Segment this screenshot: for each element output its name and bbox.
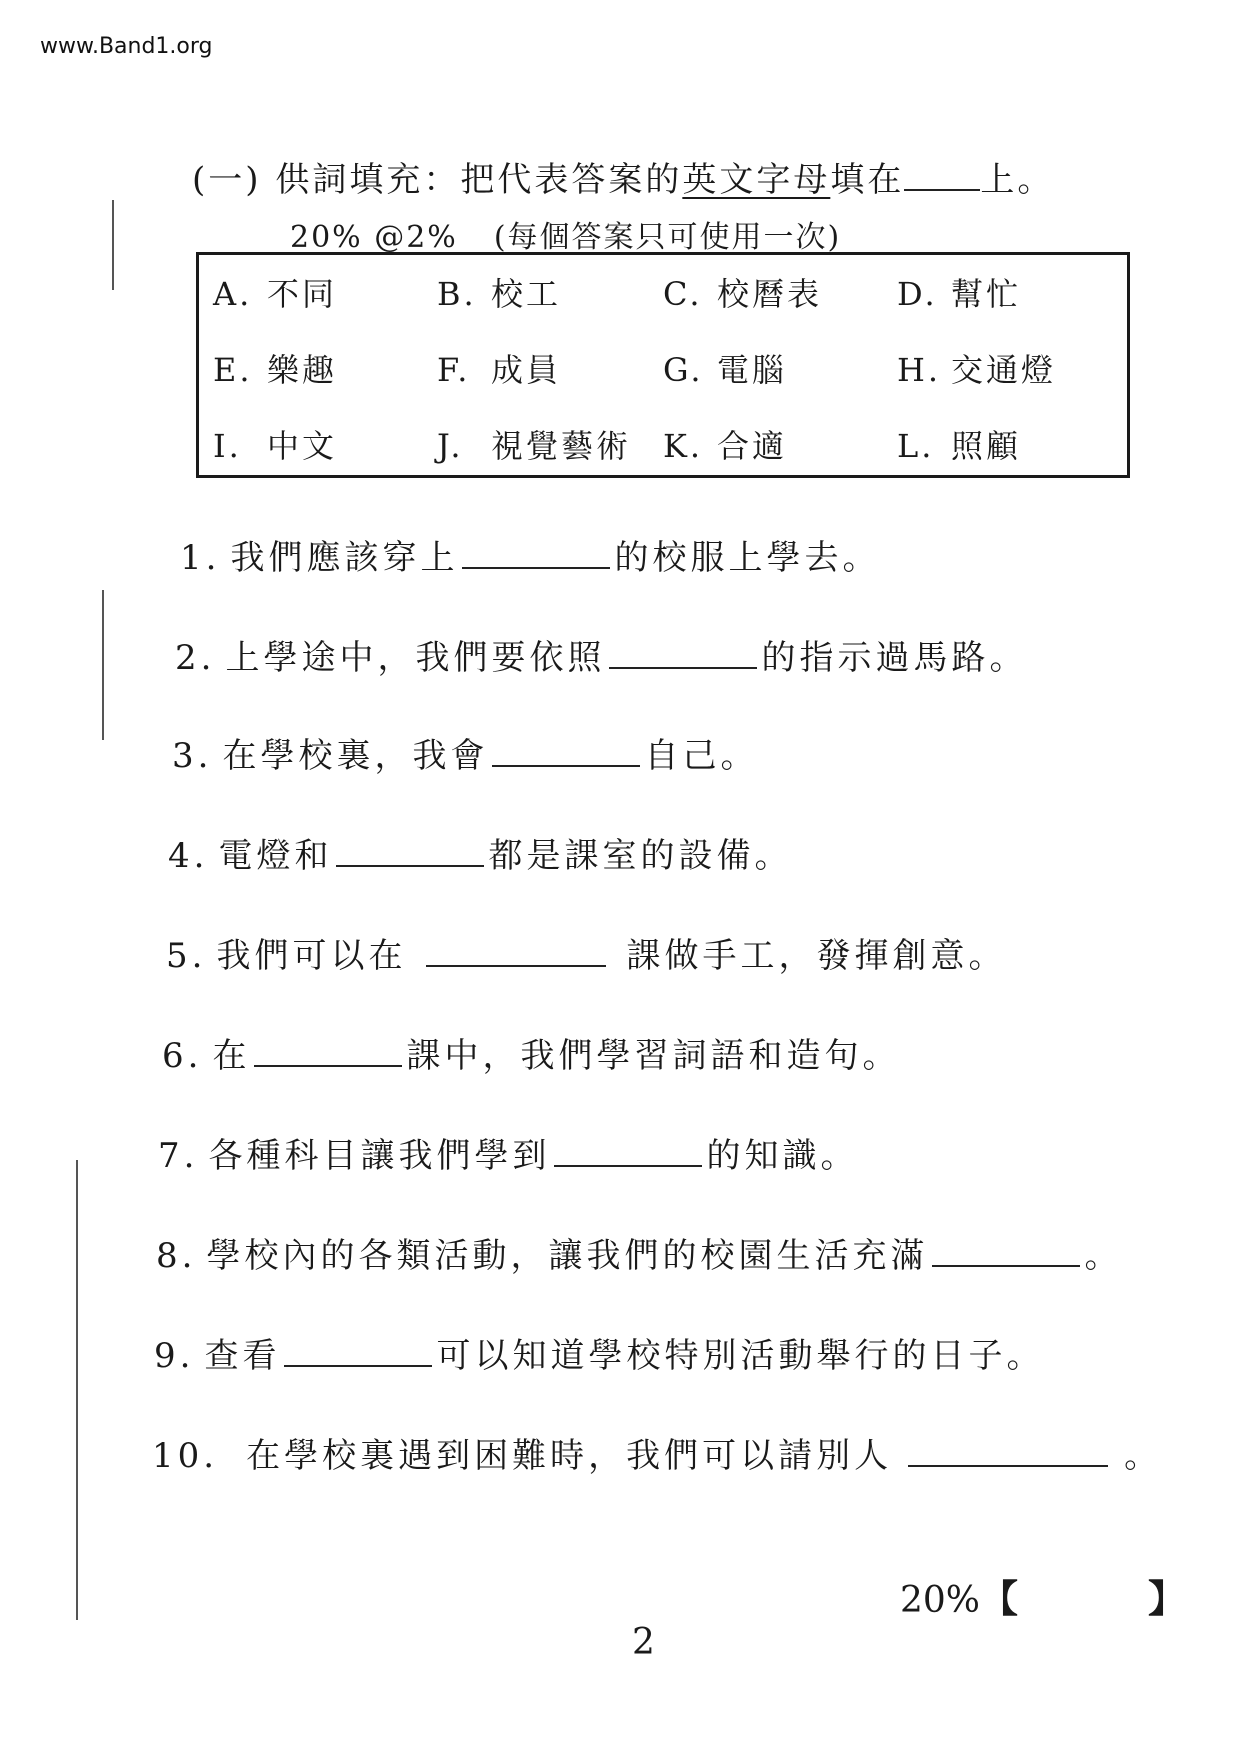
- answer-blank[interactable]: [492, 735, 640, 767]
- question-text-before: 在學校裏遇到困難時，我們可以請別人: [246, 1436, 893, 1476]
- option-k: [663, 421, 787, 467]
- question-2: [175, 630, 1027, 679]
- question-text-after: 課中，我們學習詞語和造句。: [406, 1036, 901, 1076]
- question-text-after: 自己。: [644, 736, 759, 776]
- option-word: 合適: [717, 427, 788, 465]
- option-g: [663, 345, 787, 391]
- option-word: 不同: [267, 275, 338, 313]
- answer-blank[interactable]: [554, 1135, 702, 1167]
- option-word: 照顧: [951, 427, 1022, 465]
- option-letter: D.: [897, 275, 938, 313]
- section-note: (每個答案只可使用一次): [493, 220, 842, 255]
- option-j: [437, 421, 631, 467]
- option-word: 校工: [491, 275, 562, 313]
- option-word: 幫忙: [951, 275, 1022, 313]
- question-text-after: 的指示過馬路。: [761, 638, 1028, 678]
- question-9: [154, 1328, 1044, 1377]
- answer-blank[interactable]: [462, 537, 610, 569]
- question-number: 5.: [166, 936, 207, 976]
- option-word: 樂趣: [267, 351, 338, 389]
- title-blank: [904, 161, 980, 191]
- question-text-before: 電燈和: [218, 836, 333, 876]
- question-text-after: 都是課室的設備。: [488, 836, 793, 876]
- title-prefix: (一) 供詞填充：把代表答案的: [192, 160, 683, 200]
- question-text-after: 。: [1124, 1436, 1163, 1476]
- option-h: [897, 345, 1056, 391]
- question-7: [158, 1128, 858, 1177]
- option-letter: G.: [663, 351, 704, 389]
- score-bracket-close: 】: [1148, 1576, 1187, 1621]
- option-word: 校曆表: [717, 275, 823, 313]
- option-word: 成員: [491, 351, 562, 389]
- question-number: 10.: [152, 1436, 219, 1476]
- option-d: [897, 269, 1021, 315]
- option-letter: L.: [897, 427, 935, 465]
- question-5: [166, 928, 1006, 977]
- score-line: [290, 212, 841, 256]
- answer-blank[interactable]: [609, 637, 757, 669]
- title-emphasis: 英文字母: [682, 160, 831, 200]
- option-a: [213, 269, 337, 315]
- option-word: 中文: [267, 427, 338, 465]
- question-text-after: 。: [1084, 1236, 1123, 1276]
- option-letter: K.: [663, 427, 704, 465]
- option-f: [437, 345, 561, 391]
- option-letter: C.: [663, 275, 703, 313]
- option-word: 電腦: [717, 351, 788, 389]
- question-text-after: 的知識。: [706, 1136, 859, 1176]
- option-letter: E.: [213, 351, 253, 389]
- question-text-before: 在: [212, 1036, 251, 1076]
- section-title: [192, 152, 1054, 201]
- question-number: 6.: [162, 1036, 203, 1076]
- question-text-before: 我們可以在: [216, 936, 407, 976]
- question-text-before: 我們應該穿上: [230, 538, 459, 578]
- option-b: [437, 269, 561, 315]
- watermark: www.Band1.org: [40, 34, 213, 59]
- question-text-before: 查看: [204, 1336, 281, 1376]
- question-number: 9.: [154, 1336, 195, 1376]
- option-l: [897, 421, 1021, 467]
- page-number: 2: [632, 1622, 655, 1663]
- answer-blank[interactable]: [254, 1035, 402, 1067]
- question-text-before: 在學校裏，我會: [222, 736, 489, 776]
- option-i: [213, 421, 337, 467]
- title-middle: 填在: [830, 160, 905, 200]
- question-text-after: 的校服上學去。: [614, 538, 881, 578]
- score-bracket-open: 【: [980, 1576, 1019, 1621]
- question-number: 8.: [156, 1236, 197, 1276]
- question-4: [168, 828, 792, 877]
- question-1: [180, 530, 880, 579]
- margin-line: [102, 590, 104, 740]
- option-e: [213, 345, 337, 391]
- question-6: [162, 1028, 900, 1077]
- option-letter: A.: [213, 275, 253, 313]
- word-bank-box: [196, 252, 1130, 478]
- section-score: 20% @2%: [290, 220, 458, 255]
- option-letter: B.: [437, 275, 477, 313]
- question-number: 4.: [168, 836, 209, 876]
- question-number: 1.: [180, 538, 221, 578]
- answer-blank[interactable]: [932, 1235, 1080, 1267]
- question-number: 3.: [172, 736, 213, 776]
- option-letter: H.: [897, 351, 942, 389]
- total-score: [900, 1568, 1186, 1623]
- question-10: [152, 1428, 1162, 1477]
- title-suffix: 上。: [980, 160, 1055, 200]
- question-number: 2.: [175, 638, 216, 678]
- option-word: 交通燈: [951, 351, 1057, 389]
- answer-blank[interactable]: [426, 935, 606, 967]
- total-score-value: 20%: [900, 1580, 981, 1621]
- question-8: [156, 1228, 1122, 1277]
- answer-blank[interactable]: [908, 1435, 1108, 1467]
- question-text-after: 課做手工，發揮創意。: [626, 936, 1007, 976]
- margin-line: [112, 200, 114, 290]
- margin-line: [76, 1160, 78, 1620]
- option-word: 視覺藝術: [491, 427, 632, 465]
- question-text-before: 上學途中，我們要依照: [225, 638, 606, 678]
- question-3: [172, 728, 758, 777]
- option-letter: F.: [437, 351, 471, 389]
- question-text-before: 學校內的各類活動，讓我們的校園生活充滿: [206, 1236, 929, 1276]
- answer-blank[interactable]: [284, 1335, 432, 1367]
- option-c: [663, 269, 822, 315]
- question-text-after: 可以知道學校特別活動舉行的日子。: [436, 1336, 1045, 1376]
- question-text-before: 各種科目讓我們學到: [208, 1136, 551, 1176]
- question-number: 7.: [158, 1136, 199, 1176]
- option-letter: I.: [213, 427, 242, 465]
- option-letter: J.: [437, 427, 464, 465]
- answer-blank[interactable]: [336, 835, 484, 867]
